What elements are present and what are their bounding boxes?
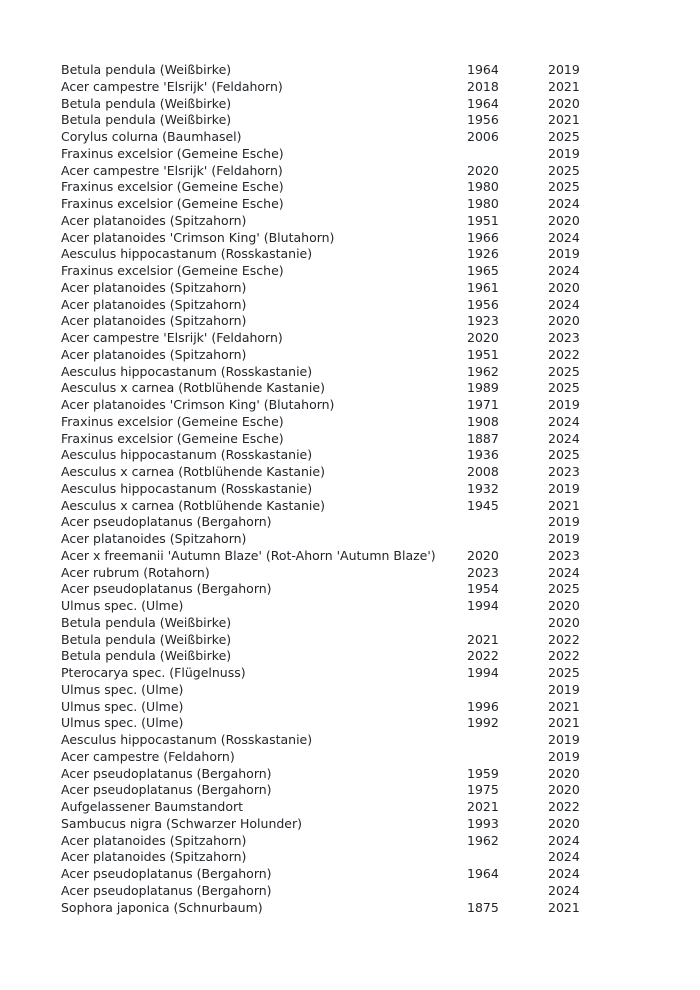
year-column-1: 1994 — [467, 598, 499, 613]
year-column-2: 2021 — [548, 112, 580, 128]
tree-species-name: Aesculus hippocastanum (Rosskastanie) — [61, 246, 313, 262]
year-column-2: 2023 — [548, 464, 580, 479]
year-column-2: 2022 — [548, 799, 580, 814]
tree-species-name: Fraxinus excelsior (Gemeine Esche) — [61, 145, 284, 161]
tree-species-name: Ulmus spec. (Ulme) — [61, 698, 184, 714]
year-column-2: 2024 — [548, 196, 580, 211]
year-column-1: 1996 — [467, 698, 499, 714]
tree-species-name: Aufgelassener Baumstandort — [61, 799, 244, 814]
table-row — [61, 96, 681, 113]
tree-species-name: Acer pseudoplatanus (Bergahorn) — [61, 765, 272, 781]
tree-species-name: Betula pendula (Weißbirke) — [61, 112, 232, 128]
table-row — [61, 632, 681, 649]
tree-species-name: Aesculus x carnea (Rotblühende Kastanie) — [61, 497, 325, 513]
year-column-2: 2020 — [548, 614, 580, 630]
year-column-2: 2019 — [548, 62, 580, 77]
year-column-2: 2019 — [548, 748, 580, 764]
year-column-1: 1980 — [467, 196, 499, 211]
year-column-2: 2020 — [548, 598, 580, 613]
year-column-2: 2025 — [548, 665, 580, 680]
tree-species-name: Sambucus nigra (Schwarzer Holunder) — [61, 815, 303, 831]
table-row — [61, 699, 681, 716]
year-column-1: 1923 — [467, 313, 499, 329]
year-column-2: 2021 — [548, 497, 580, 513]
table-row — [61, 196, 681, 213]
table-row — [61, 833, 681, 850]
table-row — [61, 280, 681, 297]
table-row — [61, 447, 681, 464]
year-column-2: 2025 — [548, 129, 580, 144]
year-column-1: 1966 — [467, 229, 499, 245]
year-column-1: 1908 — [467, 413, 499, 429]
tree-species-name: Fraxinus excelsior (Gemeine Esche) — [61, 179, 284, 195]
tree-species-name: Ulmus spec. (Ulme) — [61, 681, 184, 697]
table-row — [61, 163, 681, 180]
year-column-2: 2024 — [548, 430, 580, 446]
table-row — [61, 263, 681, 280]
table-row — [61, 397, 681, 414]
tree-species-name: Acer x freemanii 'Autumn Blaze' (Rot-Ahorn 'Autumn Blaze') — [61, 547, 436, 563]
year-column-1: 1951 — [467, 212, 499, 228]
year-column-2: 2020 — [548, 212, 580, 228]
table-row — [61, 565, 681, 582]
year-column-1: 1964 — [467, 866, 499, 881]
year-column-1: 2021 — [467, 799, 499, 814]
year-column-1: 2008 — [467, 464, 499, 479]
year-column-1: 2020 — [467, 162, 499, 178]
table-row — [61, 531, 681, 548]
year-column-2: 2025 — [548, 179, 580, 195]
year-column-1: 1945 — [467, 497, 499, 513]
year-column-2: 2024 — [548, 882, 580, 898]
table-row — [61, 246, 681, 263]
year-column-2: 2024 — [548, 296, 580, 312]
tree-species-name: Acer platanoides (Spitzahorn) — [61, 279, 247, 295]
table-row — [61, 347, 681, 364]
table-row — [61, 883, 681, 900]
table-row — [61, 782, 681, 799]
year-column-2: 2019 — [548, 246, 580, 262]
table-row — [61, 481, 681, 498]
year-column-1: 2020 — [467, 547, 499, 563]
table-row — [61, 464, 681, 481]
tree-species-name: Acer platanoides (Spitzahorn) — [61, 313, 247, 329]
tree-species-name: Aesculus hippocastanum (Rosskastanie) — [61, 732, 313, 747]
year-column-1: 1959 — [467, 765, 499, 781]
tree-species-name: Corylus colurna (Baumhasel) — [61, 129, 242, 144]
tree-species-name: Ulmus spec. (Ulme) — [61, 715, 184, 731]
tree-species-name: Betula pendula (Weißbirke) — [61, 648, 232, 664]
table-row — [61, 414, 681, 431]
year-column-2: 2020 — [548, 815, 580, 831]
year-column-1: 1993 — [467, 815, 499, 831]
year-column-1: 1962 — [467, 832, 499, 848]
year-column-1: 2018 — [467, 78, 499, 94]
year-column-1: 1936 — [467, 447, 499, 463]
tree-species-name: Aesculus hippocastanum (Rosskastanie) — [61, 363, 313, 379]
tree-species-name: Betula pendula (Weißbirke) — [61, 95, 232, 111]
year-column-2: 2025 — [548, 162, 580, 178]
year-column-2: 2019 — [548, 531, 580, 546]
year-column-1: 1964 — [467, 62, 499, 77]
year-column-2: 2020 — [548, 95, 580, 111]
year-column-2: 2020 — [548, 279, 580, 295]
year-column-1: 1989 — [467, 380, 499, 396]
table-row — [61, 62, 681, 79]
year-column-2: 2019 — [548, 145, 580, 161]
year-column-2: 2024 — [548, 263, 580, 278]
table-row — [61, 313, 681, 330]
year-column-2: 2025 — [548, 447, 580, 463]
tree-species-name: Pterocarya spec. (Flügelnuss) — [61, 665, 246, 680]
year-column-2: 2025 — [548, 363, 580, 379]
tree-species-name: Ulmus spec. (Ulme) — [61, 598, 184, 613]
tree-species-name: Acer platanoides (Spitzahorn) — [61, 296, 247, 312]
tree-species-name: Acer platanoides (Spitzahorn) — [61, 212, 247, 228]
tree-species-name: Betula pendula (Weißbirke) — [61, 614, 232, 630]
table-row — [61, 514, 681, 531]
year-column-2: 2019 — [548, 514, 580, 530]
tree-species-name: Acer platanoides 'Crimson King' (Blutahorn) — [61, 229, 335, 245]
year-column-1: 2020 — [467, 330, 499, 345]
tree-species-name: Aesculus hippocastanum (Rosskastanie) — [61, 480, 313, 496]
tree-species-name: Sophora japonica (Schnurbaum) — [61, 899, 263, 915]
table-row — [61, 766, 681, 783]
tree-species-name: Betula pendula (Weißbirke) — [61, 631, 232, 647]
year-column-2: 2022 — [548, 631, 580, 647]
year-column-2: 2024 — [548, 229, 580, 245]
year-column-1: 2023 — [467, 564, 499, 580]
year-column-2: 2024 — [548, 849, 580, 865]
year-column-2: 2022 — [548, 648, 580, 664]
tree-species-name: Fraxinus excelsior (Gemeine Esche) — [61, 430, 284, 446]
table-row — [61, 900, 681, 917]
year-column-2: 2024 — [548, 413, 580, 429]
table-row — [61, 615, 681, 632]
table-row — [61, 581, 681, 598]
year-column-2: 2021 — [548, 78, 580, 94]
tree-species-name: Acer campestre 'Elsrijk' (Feldahorn) — [61, 78, 283, 94]
year-column-1: 1875 — [467, 899, 499, 915]
table-row — [61, 380, 681, 397]
year-column-2: 2020 — [548, 765, 580, 781]
year-column-1: 1954 — [467, 581, 499, 597]
tree-species-name: Betula pendula (Weißbirke) — [61, 62, 232, 77]
table-row — [61, 364, 681, 381]
table-row — [61, 498, 681, 515]
year-column-2: 2020 — [548, 782, 580, 798]
year-column-1: 1964 — [467, 95, 499, 111]
year-column-2: 2025 — [548, 581, 580, 597]
table-row — [61, 548, 681, 565]
year-column-1: 1965 — [467, 263, 499, 278]
tree-species-name: Fraxinus excelsior (Gemeine Esche) — [61, 263, 284, 278]
year-column-2: 2021 — [548, 899, 580, 915]
year-column-2: 2022 — [548, 346, 580, 362]
tree-table — [61, 62, 681, 916]
tree-species-name: Acer campestre 'Elsrijk' (Feldahorn) — [61, 162, 283, 178]
tree-species-name: Acer campestre 'Elsrijk' (Feldahorn) — [61, 330, 283, 345]
table-row — [61, 648, 681, 665]
tree-species-name: Acer pseudoplatanus (Bergahorn) — [61, 782, 272, 798]
year-column-1: 1956 — [467, 112, 499, 128]
year-column-2: 2019 — [548, 397, 580, 412]
year-column-1: 1887 — [467, 430, 499, 446]
tree-species-name: Acer pseudoplatanus (Bergahorn) — [61, 882, 272, 898]
year-column-2: 2019 — [548, 732, 580, 747]
year-column-1: 2021 — [467, 631, 499, 647]
tree-species-name: Acer platanoides (Spitzahorn) — [61, 832, 247, 848]
tree-species-name: Acer pseudoplatanus (Bergahorn) — [61, 581, 272, 597]
table-row — [61, 330, 681, 347]
tree-species-name: Aesculus x carnea (Rotblühende Kastanie) — [61, 464, 325, 479]
year-column-1: 1961 — [467, 279, 499, 295]
table-row — [61, 112, 681, 129]
year-column-2: 2019 — [548, 681, 580, 697]
year-column-2: 2021 — [548, 715, 580, 731]
tree-species-name: Acer platanoides (Spitzahorn) — [61, 849, 247, 865]
table-row — [61, 816, 681, 833]
year-column-1: 1951 — [467, 346, 499, 362]
table-row — [61, 682, 681, 699]
tree-species-name: Aesculus x carnea (Rotblühende Kastanie) — [61, 380, 325, 396]
table-row — [61, 297, 681, 314]
year-column-1: 1962 — [467, 363, 499, 379]
table-row — [61, 732, 681, 749]
year-column-2: 2021 — [548, 698, 580, 714]
year-column-1: 1992 — [467, 715, 499, 731]
table-row — [61, 179, 681, 196]
year-column-1: 1975 — [467, 782, 499, 798]
table-row — [61, 749, 681, 766]
tree-species-name: Acer pseudoplatanus (Bergahorn) — [61, 866, 272, 881]
tree-species-name: Acer platanoides (Spitzahorn) — [61, 531, 247, 546]
year-column-1: 1994 — [467, 665, 499, 680]
year-column-2: 2023 — [548, 547, 580, 563]
year-column-2: 2024 — [548, 866, 580, 881]
table-row — [61, 799, 681, 816]
tree-species-name: Acer campestre (Feldahorn) — [61, 748, 235, 764]
year-column-1: 1980 — [467, 179, 499, 195]
tree-species-name: Acer pseudoplatanus (Bergahorn) — [61, 514, 272, 530]
year-column-1: 1956 — [467, 296, 499, 312]
year-column-1: 2006 — [467, 129, 499, 144]
table-row — [61, 849, 681, 866]
tree-species-name: Acer rubrum (Rotahorn) — [61, 564, 210, 580]
table-row — [61, 431, 681, 448]
table-row — [61, 146, 681, 163]
year-column-1: 1932 — [467, 480, 499, 496]
table-row — [61, 715, 681, 732]
table-row — [61, 598, 681, 615]
tree-species-name: Fraxinus excelsior (Gemeine Esche) — [61, 413, 284, 429]
year-column-2: 2024 — [548, 564, 580, 580]
year-column-2: 2025 — [548, 380, 580, 396]
year-column-1: 1926 — [467, 246, 499, 262]
table-row — [61, 129, 681, 146]
tree-species-name: Acer platanoides 'Crimson King' (Blutahorn) — [61, 397, 335, 412]
table-row — [61, 230, 681, 247]
year-column-1: 2022 — [467, 648, 499, 664]
year-column-1: 1971 — [467, 397, 499, 412]
table-row — [61, 665, 681, 682]
year-column-2: 2024 — [548, 832, 580, 848]
table-row — [61, 213, 681, 230]
tree-species-name: Aesculus hippocastanum (Rosskastanie) — [61, 447, 313, 463]
table-row — [61, 866, 681, 883]
year-column-2: 2023 — [548, 330, 580, 345]
year-column-2: 2020 — [548, 313, 580, 329]
tree-species-name: Acer platanoides (Spitzahorn) — [61, 346, 247, 362]
year-column-2: 2019 — [548, 480, 580, 496]
tree-species-name: Fraxinus excelsior (Gemeine Esche) — [61, 196, 284, 211]
table-row — [61, 79, 681, 96]
